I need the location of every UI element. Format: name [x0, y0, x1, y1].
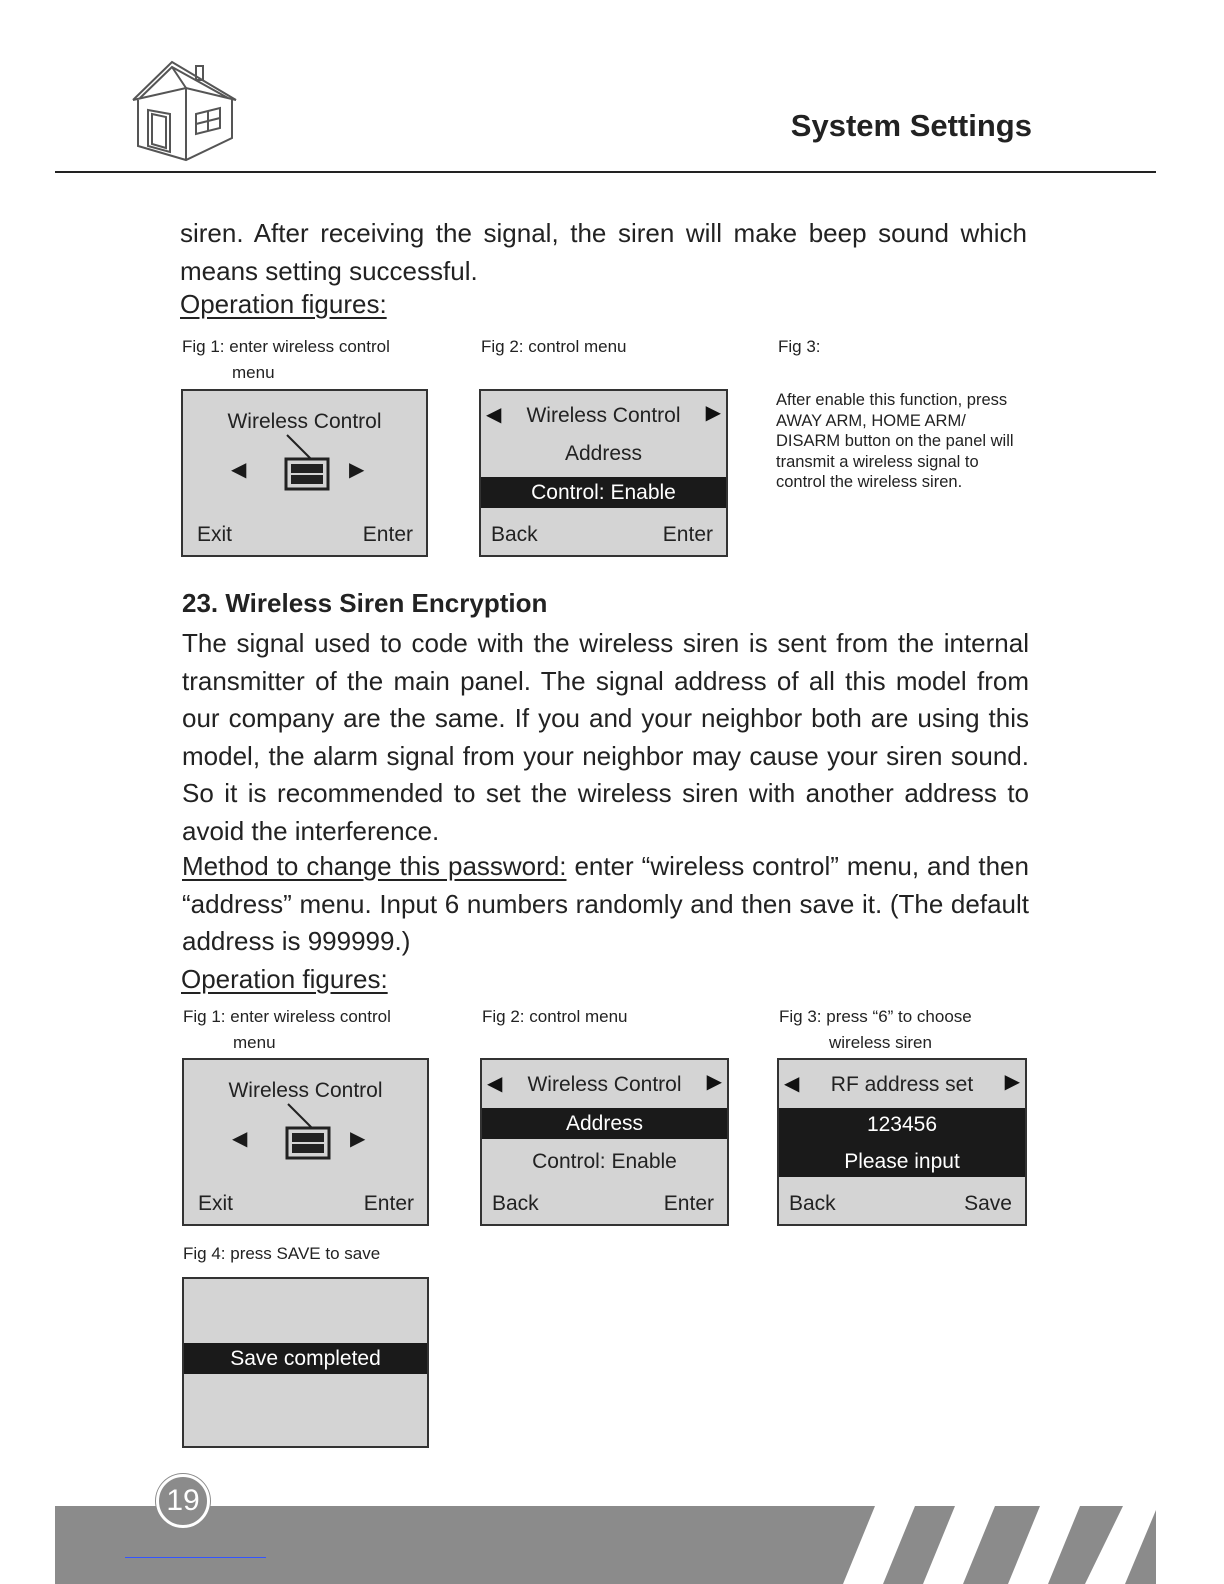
triangle-right-icon: ▶ [705, 402, 721, 424]
operation-figures-heading: Operation figures: [180, 289, 387, 319]
lcd-screen-control-menu-2 [480, 1058, 729, 1226]
fig3-note: After enable this function, press AWAY ARM, HOME ARM/ DISARM button on the panel will transmit a wireless signal to control the wireless siren. [776, 391, 1014, 491]
section-title: 23. Wireless Siren Encryption [182, 588, 548, 618]
lcd-title: Wireless Control [227, 410, 382, 433]
fig1-caption-b [183, 1004, 391, 1056]
triangle-left-icon: ◀ [232, 1128, 248, 1150]
softkey-right[interactable]: Enter [662, 523, 713, 546]
triangle-left-icon: ◀ [487, 1073, 503, 1095]
footer-band [55, 1506, 1156, 1584]
fig1-caption-line2: menu [232, 363, 275, 382]
softkey-right[interactable]: Enter [363, 1192, 414, 1215]
intro-paragraph: siren. After receiving the signal, the siren will make beep sound which means setting successful. [180, 218, 1027, 286]
triangle-left-icon: ◀ [486, 404, 502, 426]
fig1-caption-line1: Fig 1: enter wireless control [182, 337, 390, 356]
method-text: enter “wireless control” menu, and then “address” menu. Input 6 numbers randomly and then save it. (The default address is 999999.) [182, 851, 1029, 956]
keypad-panel-icon [284, 1102, 334, 1162]
operation-figures-heading-2: Operation figures: [181, 964, 388, 994]
softkey-right[interactable]: Enter [663, 1192, 714, 1215]
fig1-caption [182, 334, 390, 386]
fig3-caption-b [779, 1004, 972, 1056]
method-label: Method to change this password: [182, 851, 567, 881]
softkey-left[interactable]: Back [789, 1192, 836, 1215]
keypad-panel-icon [283, 433, 333, 493]
fig3-caption-line1: Fig 3: press “6” to choose [779, 1007, 972, 1026]
softkey-left[interactable]: Exit [197, 523, 233, 546]
lcd-screen-wireless-control [181, 389, 428, 557]
menu-item-control-selected[interactable]: Control: Enable [481, 477, 726, 508]
triangle-left-icon: ◀ [231, 459, 247, 481]
house-icon [128, 58, 238, 162]
lcd-title: RF address set [830, 1073, 974, 1096]
menu-item-address[interactable]: Address [564, 442, 643, 465]
address-value[interactable]: 123456 [779, 1108, 1025, 1146]
method-paragraph [182, 848, 1029, 961]
header-divider [55, 171, 1156, 173]
page-number: 19 [156, 1474, 210, 1528]
triangle-right-icon: ▶ [1004, 1071, 1020, 1093]
lcd-title: Wireless Control [526, 404, 681, 427]
lcd-screen-save-completed [182, 1277, 429, 1448]
lcd-screen-rf-address [777, 1058, 1027, 1226]
menu-item-control[interactable]: Control: Enable [532, 1150, 677, 1173]
fig4-caption: Fig 4: press SAVE to save [183, 1244, 381, 1263]
page-header-title: System Settings [790, 108, 1032, 143]
lcd-title: Wireless Control [527, 1073, 682, 1096]
triangle-right-icon: ▶ [706, 1071, 722, 1093]
lcd-screen-wireless-control-2 [182, 1058, 429, 1226]
fig3-caption-line2: wireless siren [829, 1033, 932, 1052]
softkey-left[interactable]: Back [492, 1192, 539, 1215]
fig3-caption: Fig 3: [778, 337, 821, 356]
triangle-right-icon: ▶ [349, 459, 365, 481]
softkey-right[interactable]: Save [964, 1192, 1012, 1215]
fig1-caption-line2: menu [233, 1033, 276, 1052]
softkey-right[interactable]: Enter [362, 523, 413, 546]
triangle-right-icon: ▶ [350, 1128, 366, 1150]
footer-link-underline[interactable] [125, 1557, 266, 1558]
section-paragraph: The signal used to code with the wireless siren is sent from the internal transmitter of the main panel. The signal address of all this model from our company are the same. If you and your neighbor both are using this model, the alarm signal from your neighbor may cause your siren sound. So it is recommended to set the wireless siren with another address to avoid the interference. [182, 628, 1029, 846]
softkey-left[interactable]: Back [491, 523, 538, 546]
lcd-title: Wireless Control [228, 1079, 383, 1102]
menu-item-address-selected[interactable]: Address [482, 1108, 727, 1139]
fig2-caption: Fig 2: control menu [481, 337, 627, 356]
footer-stripes [55, 1506, 1156, 1584]
input-prompt: Please input [779, 1146, 1025, 1177]
fig2-caption-b: Fig 2: control menu [482, 1007, 628, 1026]
softkey-left[interactable]: Exit [198, 1192, 234, 1215]
triangle-left-icon: ◀ [784, 1073, 800, 1095]
lcd-screen-control-menu [479, 389, 728, 557]
fig1-caption-line1: Fig 1: enter wireless control [183, 1007, 391, 1026]
save-completed-message: Save completed [184, 1343, 427, 1374]
